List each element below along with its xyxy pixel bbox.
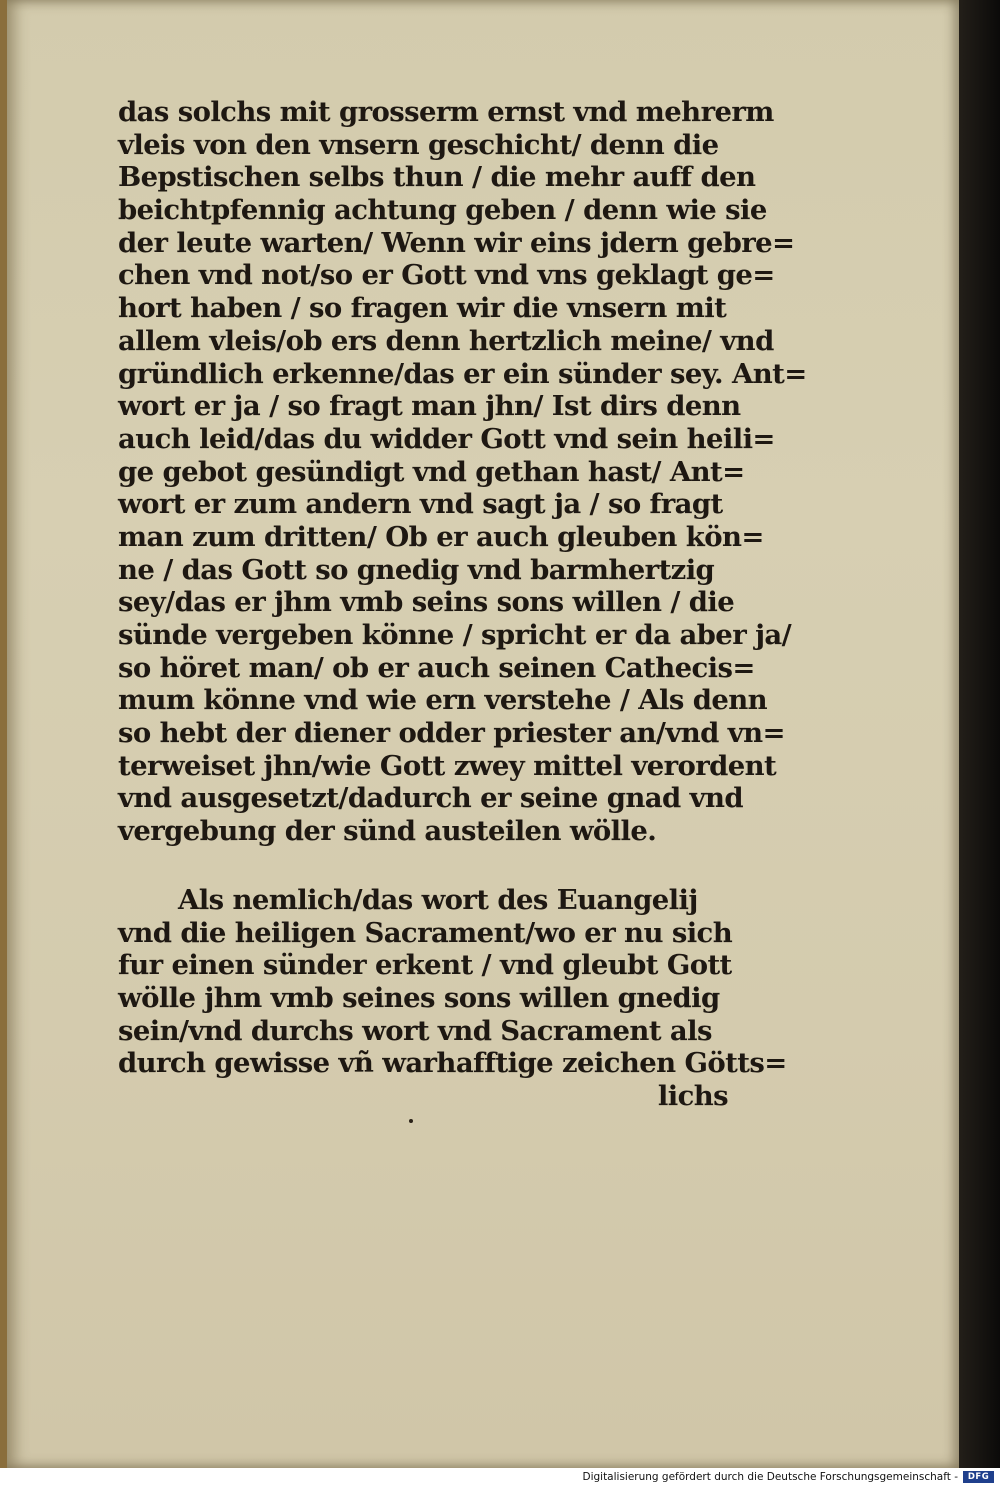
- text-line: wölle jhm vmb seines sons willen gnedig: [118, 981, 720, 1014]
- page-text: [118, 96, 807, 1113]
- text-line: sünde vergeben könne / spricht er da aber ja/: [118, 619, 792, 651]
- page-edge-shadow: [959, 0, 1000, 1468]
- paragraph-gap: [118, 848, 738, 884]
- text-line: mum könne vnd wie ern verstehe / Als denn: [118, 684, 768, 717]
- text-line: ne / das Gott so gnedig vnd barmhertzig: [118, 553, 715, 586]
- text-line: wort er ja / so fragt man jhn/ Ist dirs denn: [118, 390, 741, 423]
- text-line: auch leid/das du widder Gott vnd sein heili=: [118, 422, 775, 455]
- funding-notice: Digitalisierung gefördert durch die Deutsche Forschungsgemeinschaft -: [582, 1471, 958, 1483]
- text-line: so höret man/ ob er auch seinen Cathecis=: [118, 651, 755, 684]
- text-line: terweiset jhn/wie Gott zwey mittel verordent: [118, 749, 777, 782]
- dfg-logo: DFG: [963, 1471, 994, 1483]
- text-line: ge gebot gesündigt vnd gethan hast/ Ant=: [118, 455, 745, 488]
- text-line: vergebung der sünd austeilen wölle.: [118, 815, 657, 848]
- text-line: Bepstischen selbs thun / die mehr auff den: [118, 161, 756, 194]
- text-line: so hebt der diener odder priester an/vnd vn=: [118, 717, 785, 750]
- text-line: hort haben / so fragen wir die vnsern mit: [118, 292, 727, 325]
- paragraph-2: [118, 883, 787, 1080]
- text-line: Als nemlich/das wort des Euangelij: [178, 883, 698, 916]
- ink-dot: [409, 1119, 413, 1123]
- text-line: sein/vnd durchs wort vnd Sacrament als: [118, 1014, 712, 1047]
- text-line: vnd die heiligen Sacrament/wo er nu sich: [118, 916, 733, 949]
- text-line: gründlich erkenne/das er ein sünder sey. Ant=: [118, 357, 807, 390]
- text-line: vnd ausgesetzt/dadurch er seine gnad vnd: [118, 782, 744, 815]
- text-line: man zum dritten/ Ob er auch gleuben kön=: [118, 520, 764, 553]
- text-line: wort er zum andern vnd sagt ja / so fragt: [118, 488, 723, 521]
- text-line: chen vnd not/so er Gott vnd vns geklagt ge=: [118, 259, 775, 292]
- text-line: vleis von den vnsern geschicht/ denn die: [118, 128, 719, 161]
- text-line: der leute warten/ Wenn wir eins jdern gebre=: [118, 226, 795, 259]
- text-line: sey/das er jhm vmb seins sons willen / die: [118, 586, 735, 619]
- text-line: durch gewisse vñ warhafftige zeichen Götts=: [118, 1047, 787, 1080]
- paragraph-1: [118, 96, 807, 848]
- footer-bar: [0, 1468, 1000, 1486]
- text-line: das solchs mit grosserm ernst vnd mehrerm: [118, 96, 774, 128]
- text-line: fur einen sünder erkent / vnd gleubt Gott: [118, 949, 732, 982]
- book-spine-edge: [0, 0, 7, 1468]
- text-line: allem vleis/ob ers denn hertzlich meine/ vnd: [118, 324, 774, 357]
- catchword: lichs: [657, 1079, 728, 1112]
- text-line: beichtpfennig achtung geben / denn wie sie: [118, 194, 767, 227]
